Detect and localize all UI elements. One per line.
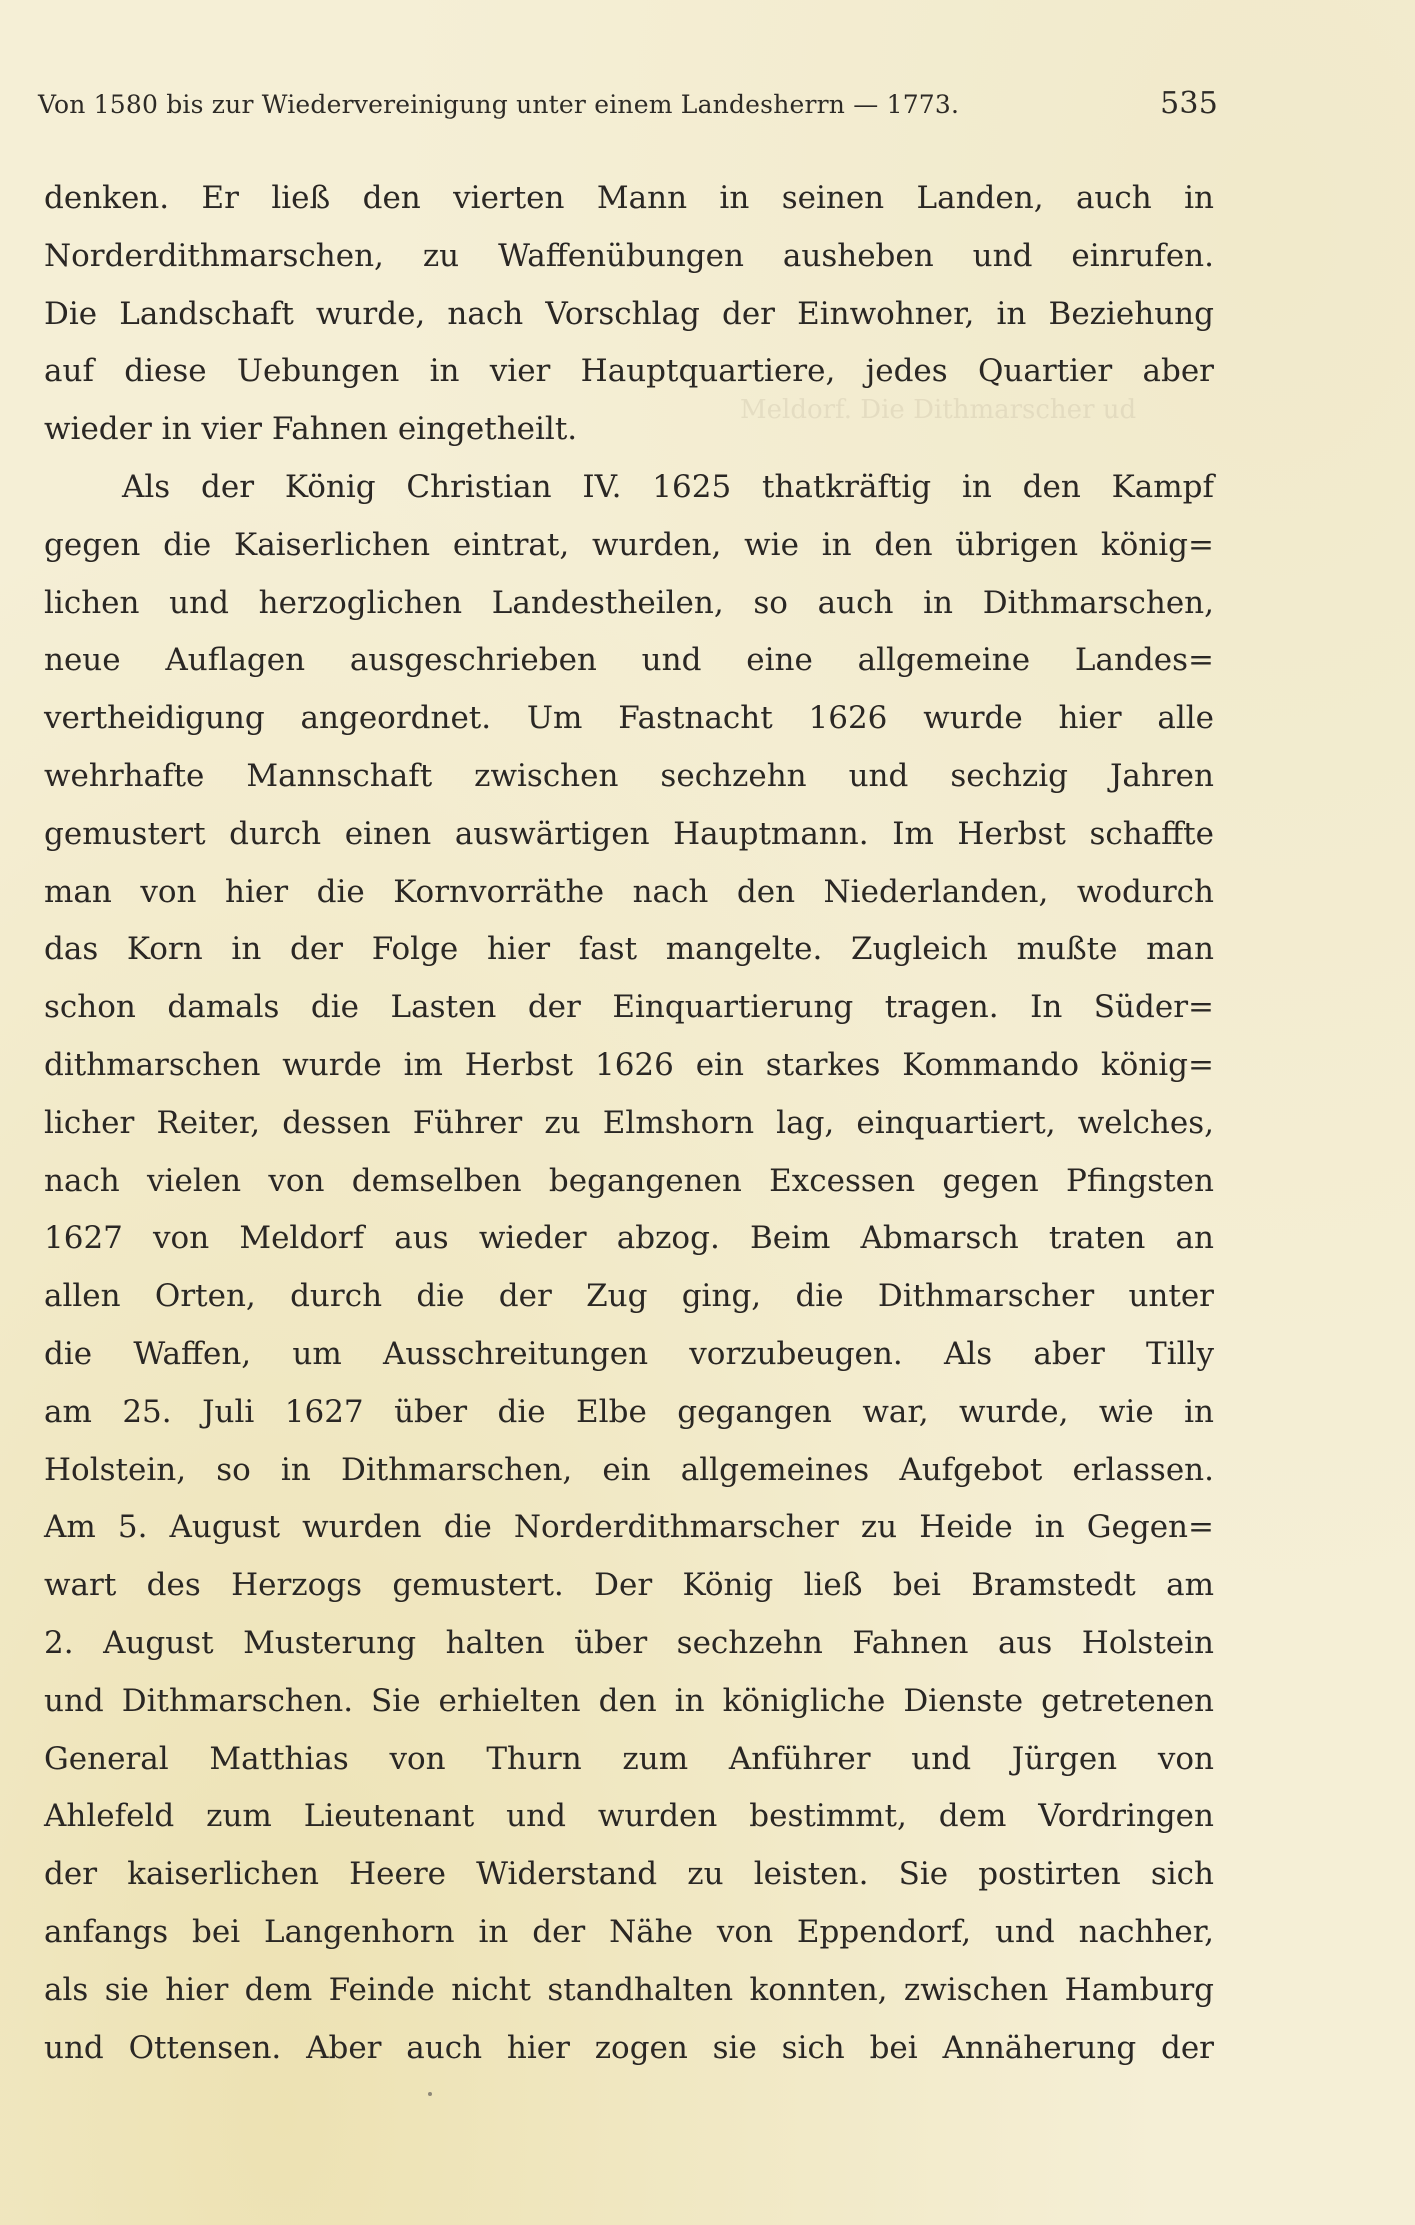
text-line: Norderdithmarschen, zu Waffenübungen ausheben und einrufen. xyxy=(44,237,1214,274)
text-line: schon damals die Lasten der Einquartierung tragen. In Süder= xyxy=(44,989,1214,1026)
text-line: Ahlefeld zum Lieutenant und wurden bestimmt, dem Vordringen xyxy=(44,1798,1214,1835)
paper-speck xyxy=(428,2092,432,2096)
text-line: wehrhafte Mannschaft zwischen sechzehn und sechzig Jahren xyxy=(44,757,1214,794)
text-line: gegen die Kaiserlichen eintrat, wurden, wie in den übrigen könig= xyxy=(44,526,1214,563)
paragraph xyxy=(44,459,1214,2077)
text-line: allen Orten, durch die der Zug ging, die Dithmarscher unter xyxy=(44,1278,1214,1315)
body-text xyxy=(44,170,1214,2077)
text-line: General Matthias von Thurn zum Anführer und Jürgen von xyxy=(44,1740,1214,1777)
text-line: und Ottensen. Aber auch hier zogen sie sich bei Annäherung der xyxy=(44,2029,1214,2066)
text-line: wart des Herzogs gemustert. Der König ließ bei Bramstedt am xyxy=(44,1567,1214,1604)
text-line: Als der König Christian IV. 1625 thatkräftig in den Kampf xyxy=(122,468,1214,505)
page-number: 535 xyxy=(1160,86,1218,121)
text-line: das Korn in der Folge hier fast mangelte. Zugleich mußte man xyxy=(44,931,1214,968)
text-line: als sie hier dem Feinde nicht standhalten konnten, zwischen Hamburg xyxy=(44,1971,1214,2008)
text-line: und Dithmarschen. Sie erhielten den in königliche Dienste getretenen xyxy=(44,1682,1214,1719)
text-line: denken. Er ließ den vierten Mann in seinen Landen, auch in xyxy=(44,180,1214,216)
running-header xyxy=(38,86,1218,130)
text-line: vertheidigung angeordnet. Um Fastnacht 1626 wurde hier alle xyxy=(44,700,1214,737)
text-line: 2. August Musterung halten über sechzehn Fahnen aus Holstein xyxy=(44,1624,1214,1661)
text-line: lichen und herzoglichen Landestheilen, so auch in Dithmarschen, xyxy=(44,584,1214,621)
show-through-text: Meldorf. Die Dithmarscher ud xyxy=(740,395,1137,425)
text-line: wieder in vier Fahnen eingetheilt. xyxy=(44,411,578,448)
text-line: gemustert durch einen auswärtigen Hauptmann. Im Herbst schaffte xyxy=(44,815,1214,852)
text-line: licher Reiter, dessen Führer zu Elmshorn lag, einquartiert, welches, xyxy=(44,1104,1214,1141)
text-line: neue Auflagen ausgeschrieben und eine allgemeine Landes= xyxy=(44,642,1214,679)
text-line: man von hier die Kornvorräthe nach den Niederlanden, wodurch xyxy=(44,873,1214,910)
text-line: am 25. Juli 1627 über die Elbe gegangen war, wurde, wie in xyxy=(44,1393,1214,1430)
running-title: Von 1580 bis zur Wiedervereinigung unter einem Landesherrn — 1773. xyxy=(38,90,960,119)
text-line: Die Landschaft wurde, nach Vorschlag der Einwohner, in Beziehung xyxy=(44,295,1214,332)
text-line: Am 5. August wurden die Norderdithmarscher zu Heide in Gegen= xyxy=(44,1509,1214,1546)
text-line: nach vielen von demselben begangenen Excessen gegen Pfingsten xyxy=(44,1162,1214,1199)
text-line: auf diese Uebungen in vier Hauptquartiere, jedes Quartier aber xyxy=(44,353,1214,390)
text-line: Holstein, so in Dithmarschen, ein allgemeines Aufgebot erlassen. xyxy=(44,1451,1214,1488)
text-line: 1627 von Meldorf aus wieder abzog. Beim Abmarsch traten an xyxy=(44,1220,1214,1257)
paragraph xyxy=(44,170,1214,459)
text-line: der kaiserlichen Heere Widerstand zu leisten. Sie postirten sich xyxy=(44,1856,1214,1893)
text-line: dithmarschen wurde im Herbst 1626 ein starkes Kommando könig= xyxy=(44,1046,1214,1083)
text-line: anfangs bei Langenhorn in der Nähe von Eppendorf, und nachher, xyxy=(44,1913,1214,1950)
text-line: die Waffen, um Ausschreitungen vorzubeugen. Als aber Tilly xyxy=(44,1335,1214,1372)
